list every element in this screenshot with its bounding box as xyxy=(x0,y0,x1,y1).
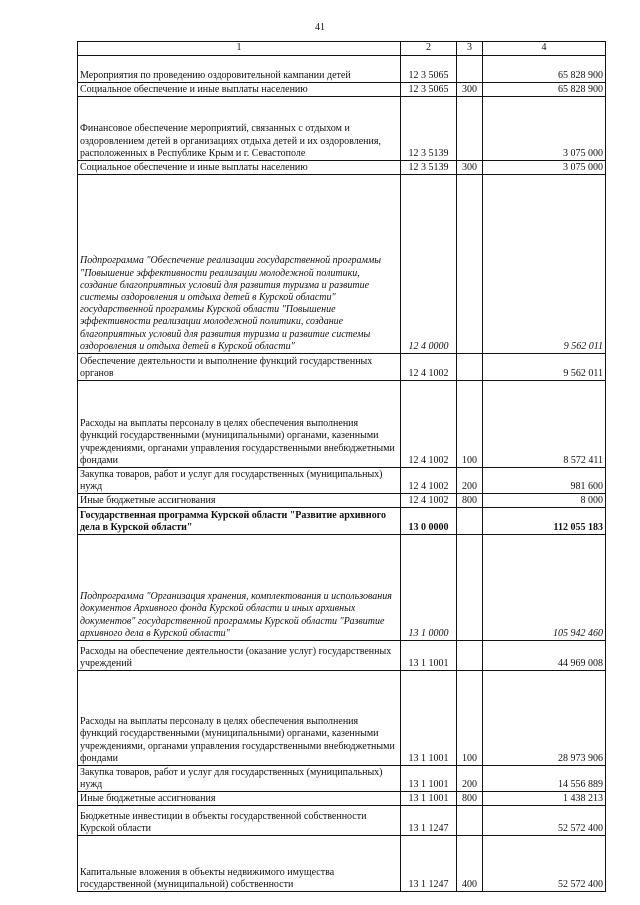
row-amount-cell: 112 055 183 xyxy=(483,508,606,535)
row-kind-cell xyxy=(457,56,483,83)
row-name-cell: Социальное обеспечение и иные выплаты населению xyxy=(78,83,401,97)
table-row xyxy=(78,508,606,535)
row-code-cell: 13 1 1001 xyxy=(401,792,457,806)
row-code-cell: 12 3 5139 xyxy=(401,97,457,161)
row-amount-cell: 9 562 011 xyxy=(483,175,606,354)
budget-table xyxy=(77,41,606,892)
table-row xyxy=(78,494,606,508)
row-name-cell: Социальное обеспечение и иные выплаты населению xyxy=(78,161,401,175)
table-row xyxy=(78,792,606,806)
column-header-2: 2 xyxy=(401,42,457,56)
row-name-cell: Финансовое обеспечение мероприятий, связанных с отдыхом и оздоровлением детей в организациях отдыха детей и их оздоровления, расположенных в Республике Крым и г. Севастополе xyxy=(78,97,401,161)
table-row xyxy=(78,766,606,792)
row-code-cell: 12 4 1002 xyxy=(401,381,457,468)
row-code-cell: 12 4 0000 xyxy=(401,175,457,354)
row-name-cell: Обеспечение деятельности и выполнение функций государственных органов xyxy=(78,354,401,381)
row-kind-cell xyxy=(457,354,483,381)
row-amount-cell: 65 828 900 xyxy=(483,56,606,83)
row-code-cell: 12 3 5139 xyxy=(401,161,457,175)
row-amount-cell: 65 828 900 xyxy=(483,83,606,97)
table-row xyxy=(78,468,606,494)
row-code-cell: 13 1 1247 xyxy=(401,836,457,892)
row-amount-cell: 105 942 460 xyxy=(483,535,606,641)
row-kind-cell: 800 xyxy=(457,494,483,508)
table-row xyxy=(78,381,606,468)
table-body xyxy=(78,56,606,892)
row-name-cell: Иные бюджетные ассигнования xyxy=(78,792,401,806)
row-amount-cell: 52 572 400 xyxy=(483,806,606,836)
row-amount-cell: 981 600 xyxy=(483,468,606,494)
row-code-cell: 12 4 1002 xyxy=(401,354,457,381)
row-kind-cell xyxy=(457,175,483,354)
row-amount-cell: 3 075 000 xyxy=(483,161,606,175)
row-code-cell: 12 4 1002 xyxy=(401,468,457,494)
row-amount-cell: 28 973 906 xyxy=(483,671,606,766)
row-name-cell: Иные бюджетные ассигнования xyxy=(78,494,401,508)
table-row xyxy=(78,97,606,161)
row-amount-cell: 8 000 xyxy=(483,494,606,508)
page-number: 41 xyxy=(315,22,325,33)
table-row xyxy=(78,56,606,83)
row-code-cell: 12 3 5065 xyxy=(401,83,457,97)
row-kind-cell: 100 xyxy=(457,671,483,766)
table-header xyxy=(78,42,606,56)
table-row xyxy=(78,641,606,671)
row-kind-cell xyxy=(457,641,483,671)
row-code-cell: 12 3 5065 xyxy=(401,56,457,83)
column-header-3: 3 xyxy=(457,42,483,56)
row-kind-cell xyxy=(457,806,483,836)
table-row xyxy=(78,535,606,641)
row-amount-cell: 3 075 000 xyxy=(483,97,606,161)
row-kind-cell: 200 xyxy=(457,468,483,494)
row-name-cell: Мероприятия по проведению оздоровительной кампании детей xyxy=(78,56,401,83)
row-kind-cell: 400 xyxy=(457,836,483,892)
row-code-cell: 13 1 0000 xyxy=(401,535,457,641)
row-code-cell: 13 0 0000 xyxy=(401,508,457,535)
row-code-cell: 13 1 1001 xyxy=(401,641,457,671)
table-row xyxy=(78,806,606,836)
column-header-1: 1 xyxy=(78,42,401,56)
row-amount-cell: 14 556 889 xyxy=(483,766,606,792)
row-amount-cell: 44 969 008 xyxy=(483,641,606,671)
row-name-cell: Подпрограмма "Организация хранения, комплектования и использования документов Архивного фонда Курской области и иных архивных документов" государственной программы Курской области "Развитие архивного дела в Курской области" xyxy=(78,535,401,641)
row-kind-cell: 300 xyxy=(457,161,483,175)
row-kind-cell xyxy=(457,535,483,641)
row-amount-cell: 9 562 011 xyxy=(483,354,606,381)
table-row xyxy=(78,83,606,97)
row-name-cell: Расходы на выплаты персоналу в целях обеспечения выполнения функций государственными (муниципальными) органами, казенными учреждениями, органами управления государственными внебюджетными фондами xyxy=(78,671,401,766)
table-row xyxy=(78,175,606,354)
row-kind-cell: 100 xyxy=(457,381,483,468)
column-header-4: 4 xyxy=(483,42,606,56)
row-code-cell: 13 1 1001 xyxy=(401,766,457,792)
row-amount-cell: 52 572 400 xyxy=(483,836,606,892)
table-row xyxy=(78,836,606,892)
table-row xyxy=(78,354,606,381)
row-name-cell: Подпрограмма "Обеспечение реализации государственной программы "Повышение эффективности реализации молодежной политики, создание благоприятных условий для развития туризма и развитие системы оздоровления и отдыха детей в Курской области" государственной программы Курской области "Повышение эффективности реализации молодежной политики, создание благоприятных условий для развития туризма и развитие системы оздоровления и отдыха детей в Курской области" xyxy=(78,175,401,354)
row-name-cell: Бюджетные инвестиции в объекты государственной собственности Курской области xyxy=(78,806,401,836)
row-name-cell: Государственная программа Курской области "Развитие архивного дела в Курской области" xyxy=(78,508,401,535)
table-row xyxy=(78,161,606,175)
row-kind-cell: 200 xyxy=(457,766,483,792)
row-amount-cell: 1 438 213 xyxy=(483,792,606,806)
row-amount-cell: 8 572 411 xyxy=(483,381,606,468)
row-kind-cell xyxy=(457,508,483,535)
row-name-cell: Капитальные вложения в объекты недвижимого имущества государственной (муниципальной) собственности xyxy=(78,836,401,892)
row-kind-cell: 300 xyxy=(457,83,483,97)
table-row xyxy=(78,671,606,766)
row-name-cell: Расходы на обеспечение деятельности (оказание услуг) государственных учреждений xyxy=(78,641,401,671)
row-name-cell: Закупка товаров, работ и услуг для государственных (муниципальных) нужд xyxy=(78,468,401,494)
row-code-cell: 13 1 1247 xyxy=(401,806,457,836)
row-code-cell: 12 4 1002 xyxy=(401,494,457,508)
row-code-cell: 13 1 1001 xyxy=(401,671,457,766)
row-name-cell: Расходы на выплаты персоналу в целях обеспечения выполнения функций государственными (муниципальными) органами, казенными учреждениями, органами управления государственными внебюджетными фондами xyxy=(78,381,401,468)
row-kind-cell xyxy=(457,97,483,161)
row-name-cell: Закупка товаров, работ и услуг для государственных (муниципальных) нужд xyxy=(78,766,401,792)
row-kind-cell: 800 xyxy=(457,792,483,806)
